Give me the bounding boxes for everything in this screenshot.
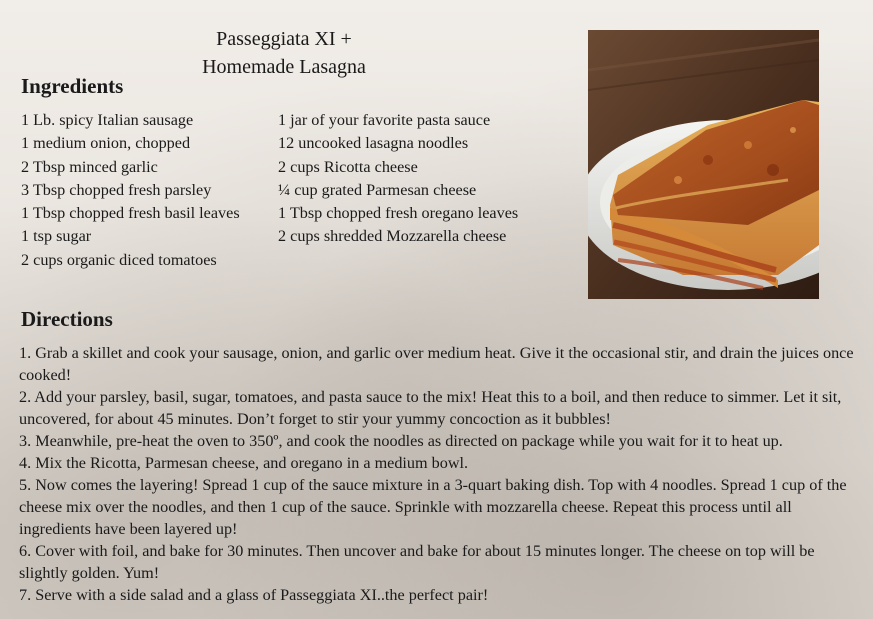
ingredient-item: 3 Tbsp chopped fresh parsley bbox=[21, 180, 212, 199]
direction-step: 5. Now comes the layering! Spread 1 cup of the sauce mixture in a 3-quart baking dish. Top with 4 noodles. Spread 1 cup of the cheese mix over the noodles, and then 1 cup of the sauce. Sprinkle with mozzarella cheese. Repeat this process until all ingredients have been layered up! bbox=[19, 476, 847, 538]
ingredient-item: 1 medium onion, chopped bbox=[21, 134, 191, 153]
ingredient-item: 1 tsp sugar bbox=[21, 227, 92, 246]
direction-step: 7. Serve with a side salad and a glass of Passeggiata XI..the perfect pair! bbox=[19, 586, 489, 604]
direction-step: 4. Mix the Ricotta, Parmesan cheese, and oregano in a medium bowl. bbox=[19, 454, 469, 472]
ingredient-item: 1 Tbsp chopped fresh oregano leaves bbox=[278, 204, 519, 223]
ingredient-item: 2 Tbsp minced garlic bbox=[21, 157, 158, 176]
title-line-2: Homemade Lasagna bbox=[202, 56, 366, 78]
directions-heading: Directions bbox=[21, 307, 113, 331]
recipe-title bbox=[170, 25, 398, 81]
direction-step: 1. Grab a skillet and cook your sausage, onion, and garlic over medium heat. Give it the occasional stir, and drain the juices once cooked! bbox=[19, 344, 854, 384]
ingredient-item: 1 Tbsp chopped fresh basil leaves bbox=[21, 204, 240, 223]
ingredients-heading: Ingredients bbox=[21, 74, 124, 98]
ingredients-list-left bbox=[21, 109, 240, 272]
ingredient-item: 12 uncooked lasagna noodles bbox=[278, 134, 469, 153]
ingredient-item: 1 jar of your favorite pasta sauce bbox=[278, 111, 491, 129]
direction-step: 3. Meanwhile, pre-heat the oven to 350º, and cook the noodles as directed on package while you wait for it to heat up. bbox=[19, 432, 783, 450]
ingredients-list-right bbox=[278, 109, 518, 249]
ingredient-item: 1 Lb. spicy Italian sausage bbox=[21, 111, 194, 129]
lasagna-photo bbox=[588, 30, 819, 299]
title-line-1: Passeggiata XI + bbox=[216, 28, 352, 50]
ingredient-item: 2 cups shredded Mozzarella cheese bbox=[278, 227, 507, 246]
ingredient-item: ¼ cup grated Parmesan cheese bbox=[278, 180, 477, 199]
ingredient-item: 2 cups organic diced tomatoes bbox=[21, 250, 217, 269]
direction-step: 2. Add your parsley, basil, sugar, tomatoes, and pasta sauce to the mix! Heat this to a boil, and then reduce to simmer. Let it sit, uncovered, for about 45 minutes. Don’t forget to stir your yummy concoction as it bubbles! bbox=[19, 388, 842, 428]
direction-step: 6. Cover with foil, and bake for 30 minutes. Then uncover and bake for about 15 minutes longer. The cheese on top will be slightly golden. Yum! bbox=[19, 542, 815, 582]
directions-list bbox=[19, 342, 857, 606]
ingredient-item: 2 cups Ricotta cheese bbox=[278, 157, 418, 176]
